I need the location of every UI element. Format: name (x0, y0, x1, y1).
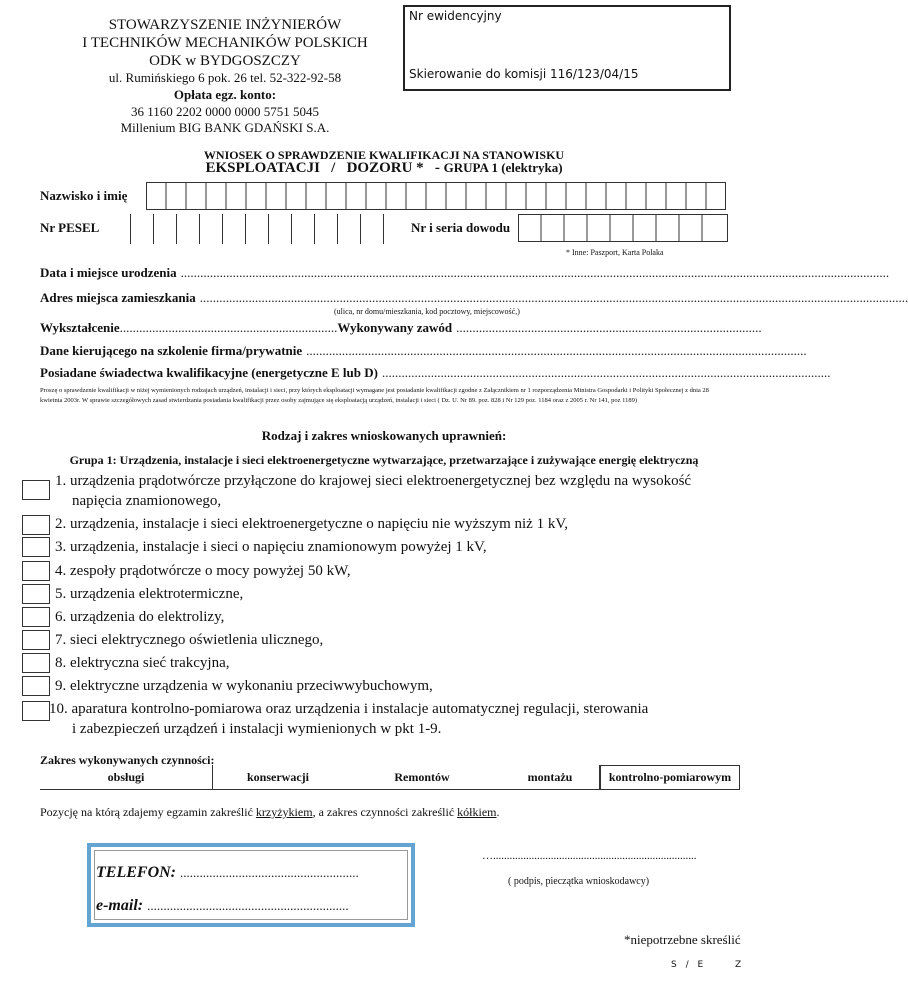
instruction-middle: , a zakres czynności zakreślić (312, 805, 458, 819)
scope-label: Zakres wykonywanych czynności: (40, 753, 215, 767)
education-dots: ................................................................... (119, 320, 338, 335)
form-title: WNIOSEK O SPRAWDZENIE KWALIFIKACJI NA STANOWISKU (203, 148, 565, 162)
name-input-grid[interactable] (146, 182, 726, 210)
item-4: 4. zespoły prądotwórcze o mocy powyżej 50 kW, (55, 563, 351, 579)
profession-dots: .............................................................................................. (456, 320, 762, 335)
item-5: 5. urządzenia elektrotermiczne, (55, 586, 244, 602)
phone-label: TELEFON: (96, 864, 176, 881)
item-checkbox-3[interactable] (22, 537, 50, 557)
item-6: 6. urządzenia do elektrolizy, (55, 609, 225, 625)
registry-box[interactable] (403, 5, 731, 91)
address-label: Adres miejsca zamieszkania (40, 290, 196, 305)
item-checkbox-2[interactable] (22, 515, 50, 535)
item-7: 7. sieci elektrycznego oświetlenia ulicznego, (55, 632, 324, 648)
item-2: 2. urządzenia, instalacje i sieci elektroenergetyczne o napięciu nie wyższym niż 1 kV, (55, 516, 568, 532)
item-checkbox-4[interactable] (22, 561, 50, 581)
pesel-label: Nr PESEL (40, 220, 100, 235)
referral-label: Skierowanie do komisji (409, 67, 547, 81)
employer-label: Dane kierującego na szkolenie firma/prywatnie (40, 343, 303, 358)
name-grid-lines (146, 182, 726, 210)
address-dots: .......................................................................................................................................................................................................................... (199, 290, 908, 305)
item-checkbox-9[interactable] (22, 676, 50, 696)
profession-label: Wykonywany zawód (337, 320, 453, 335)
organization-header (60, 16, 390, 136)
email-label: e-mail: (96, 897, 144, 914)
birth-dots: .......................................................................................................................................................................................................................... (180, 265, 890, 280)
other-documents-note: * Inne: Paszport, Karta Polaka (566, 248, 664, 257)
id-label: Nr i seria dowodu (411, 220, 511, 235)
item-checkbox-10[interactable] (22, 701, 50, 721)
bank-account: 36 1160 2202 0000 0000 5751 5045 (130, 104, 320, 119)
phone-row[interactable] (96, 864, 359, 882)
item-checkbox-7[interactable] (22, 630, 50, 650)
employer-row[interactable] (40, 342, 807, 360)
item-checkbox-6[interactable] (22, 607, 50, 627)
certificates-label: Posiadane świadectwa kwalifikacyjne (energetyczne E lub D) (40, 365, 378, 380)
id-grid-lines (518, 214, 728, 242)
scope-options-row (40, 765, 740, 790)
employer-dots: .......................................................................................................................................................... (306, 343, 807, 358)
legal-note: Proszę o sprawdzenie kwalifikacji w niżej wymienionych rodzajach urządzeń, instalacji i sieci, przy których eksploatacji wymagane jest posiadanie kwalifikacji zgodne z Załącznikiem nr 1 rozporządzenia Ministra Gospodarki i Polityki Społecznej z dnia 28 kwietnia 2003r. W sprawie szczegółowych zasad stwierdzania posiadania kwalifikacji przez osoby zajmujące się eksploatacją urządzeń, instalacji i sieci ( Dz. U. Nr 89. poz. 828 i Nr 129 poz. 1184 oraz z 2005 r. Nr 141, poz 1189) (40, 387, 709, 404)
birth-row[interactable] (40, 264, 890, 282)
name-label: Nazwisko i imię (40, 188, 128, 203)
item-3: 3. urządzenia, instalacje i sieci o napięciu znamionowym powyżej 1 kV, (55, 539, 487, 555)
section-title: Rodzaj i zakres wnioskowanych uprawnień: (261, 428, 507, 443)
scope-option-montazu[interactable]: montażu (501, 765, 600, 789)
id-input-grid[interactable] (518, 214, 728, 242)
scope-option-konserwacji[interactable]: konserwacji (247, 769, 309, 784)
certificates-row[interactable] (40, 364, 831, 382)
item-9: 9. elektryczne urządzenia w wykonaniu przeciwwybuchowym, (55, 678, 433, 694)
code-z: Z (735, 960, 742, 970)
instruction-after: . (496, 805, 500, 819)
item-10-line1: 10. aparatura kontrolno-pomiarowa oraz urządzenia i instalacje automatycznej regulacji, sterowania (49, 701, 649, 717)
form-subtitle (0, 160, 768, 177)
education-profession-row[interactable] (40, 319, 762, 337)
registry-number-label: Nr ewidencyjny (409, 9, 502, 23)
org-name-line1: STOWARZYSZENIE INŻYNIERÓW (108, 17, 342, 33)
instruction-circle: kółkiem (457, 805, 497, 819)
birth-label: Data i miejsce urodzenia (40, 265, 177, 280)
subtitle-main: EKSPLOATACJI / DOZORU * - (205, 160, 440, 176)
contact-box (87, 843, 415, 927)
signature-label: ( podpis, pieczątka wnioskodawcy) (508, 876, 650, 887)
item-8: 8. elektryczna sieć trakcyjna, (55, 655, 230, 671)
education-label: Wykształcenie (40, 320, 120, 335)
instruction-cross: krzyżykiem (255, 805, 313, 819)
item-checkbox-1[interactable] (22, 480, 50, 500)
email-row[interactable] (96, 897, 349, 915)
instruction-note (40, 805, 499, 820)
referral-line (409, 67, 639, 81)
email-dots: .............................................................. (147, 898, 349, 913)
address-row[interactable] (40, 289, 908, 307)
subtitle-group: GRUPA 1 (elektryka) (443, 160, 563, 175)
fee-label: Opłata egz. konto: (173, 87, 277, 102)
group-title: Grupa 1: Urządzenia, instalacje i sieci elektroenergetyczne wytwarzające, przetwarzające i zużywające energię elektryczną (69, 453, 699, 467)
org-name-line2: I TECHNIKÓW MECHANIKÓW POLSKICH (82, 35, 368, 51)
org-name-line3: ODK w BYDGOSZCZY (149, 53, 301, 69)
certificates-dots: .......................................................................................................................................... (381, 365, 831, 380)
instruction-before: Pozycję na którą zdajemy egzamin zakreślić (40, 805, 256, 819)
item-1-line2: napięcia znamionowego, (72, 493, 222, 509)
scope-option-remontow[interactable]: Remontów (394, 769, 450, 784)
pesel-input-grid[interactable] (130, 214, 386, 242)
scope-option-kontrolno-pomiarowym[interactable]: kontrolno-pomiarowym (600, 765, 740, 789)
item-checkbox-5[interactable] (22, 584, 50, 604)
item-checkbox-8[interactable] (22, 653, 50, 673)
strike-note: *niepotrzebne skreślić (624, 932, 741, 947)
bank-name: Millenium BIG BANK GDAŃSKI S.A. (120, 120, 330, 135)
referral-value: 116/123/04/15 (550, 67, 639, 81)
item-10-line2: i zabezpieczeń urządzeń i instalacji wymienionych w pkt 1-9. (72, 721, 442, 737)
phone-dots: ....................................................... (180, 865, 359, 880)
signature-line[interactable]: ….......................................................................... (482, 850, 697, 862)
code-se: S / E (671, 960, 707, 970)
item-1-line1: 1. urządzenia prądotwórcze przyłączone do krajowej sieci elektroenergetycznej bez względu na wysokość (55, 473, 692, 489)
scope-option-obslugi[interactable]: obsługi (40, 765, 213, 789)
org-address: ul. Rumińskiego 6 pok. 26 tel. 52-322-92-58 (108, 70, 342, 85)
pesel-grid-lines (130, 214, 386, 244)
address-hint: (ulica, nr domu/mieszkania, kod pocztowy, miejscowość,) (334, 307, 520, 316)
